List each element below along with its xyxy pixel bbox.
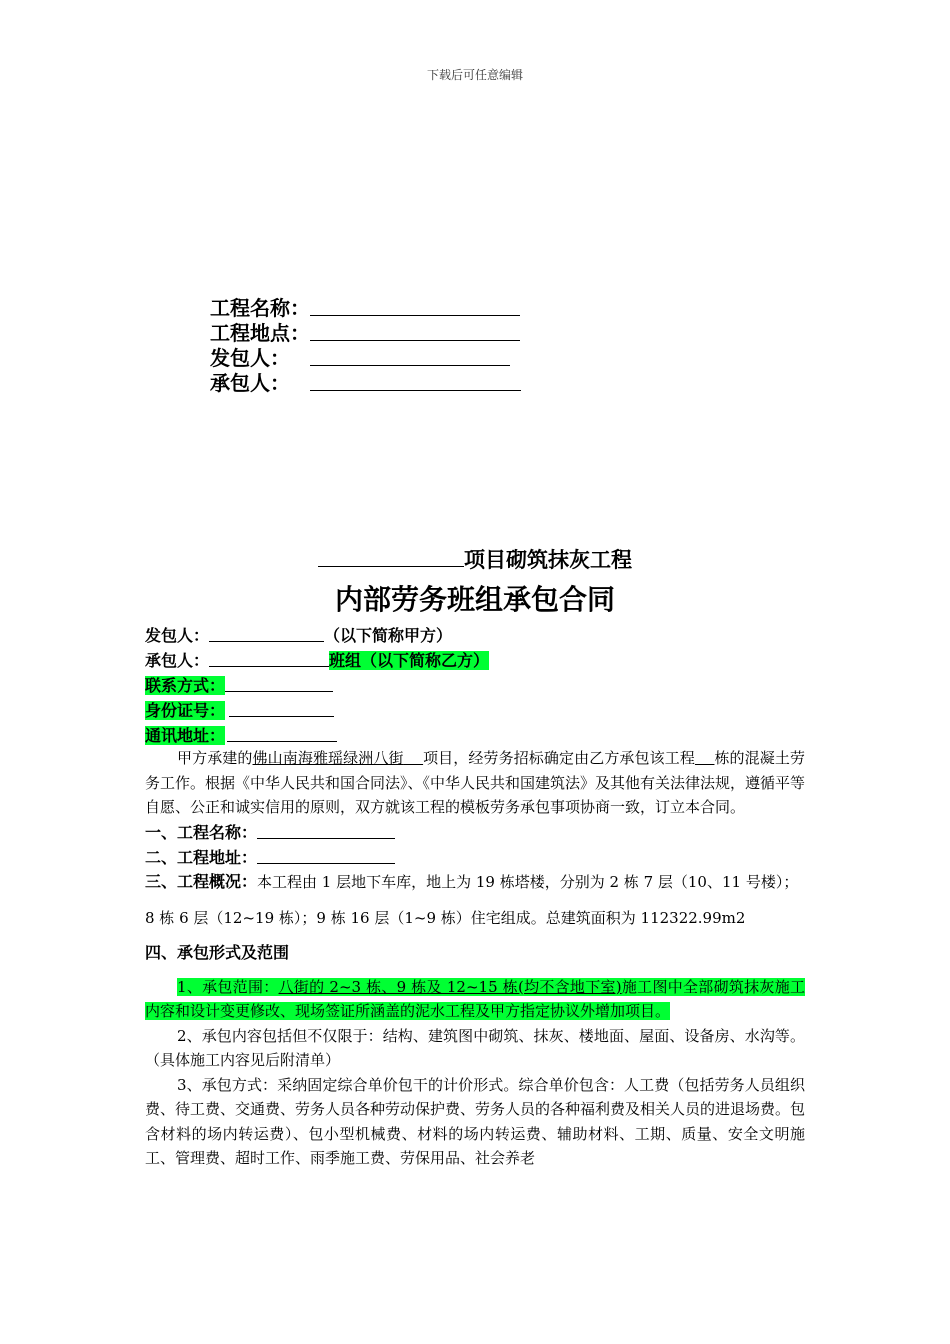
intro-part2: 项目，经劳务招标确定由乙方承包该工程 [423,749,695,767]
section-1-blank [257,820,395,839]
employer-suffix: （以下简称甲方） [324,626,453,645]
contractor-blank [209,648,329,667]
section-3 [145,864,805,936]
cover-employer-label: 发包人： [210,346,290,370]
employer-row [145,623,489,648]
cover-contractor-blank [310,371,521,391]
cover-project-name-label: 工程名称： [210,296,310,320]
id-label: 身份证号： [145,701,226,720]
intro-part1: 甲方承建的 [177,749,253,767]
intro-building-blank [695,749,715,767]
intro-paragraph [145,746,805,820]
address-row [145,723,489,748]
clause-2: 2、承包内容包括但不仅限于：结构、建筑图中砌筑、抹灰、楼地面、屋面、设备房、水沟等。（具体施工内容见后附清单） [145,1026,805,1069]
intro-underline-gap [404,749,424,767]
cover-project-location-blank [310,321,520,341]
contractor-suffix: 班组（以下简称乙方） [329,651,490,670]
address-label: 通讯地址： [145,726,226,745]
contact-blank [225,673,333,692]
cover-fields [210,296,521,396]
address-blank [227,723,337,742]
clause-3: 3、承包方式：采纳固定综合单价包干的计价形式。综合单价包含：人工费（包括劳务人员组织费、待工费、交通费、劳务人员各种劳动保护费、劳务人员的各种福利费及相关人员的进退场费。包含材料的场内转运费）、包小型机械费、材料的场内转运费、辅助材料、工期、质量、安全文明施工、管理费、超时工作、雨季施工费、劳保用品、社会养老 [145,1075,806,1167]
contact-row [145,673,489,698]
cover-contractor-label: 承包人： [210,371,290,395]
employer-label: 发包人： [145,626,210,645]
cover-employer-blank [310,346,510,366]
contractor-label: 承包人： [145,651,210,670]
contract-body [145,746,805,1171]
id-row [145,698,489,723]
section-2-label: 二、工程地址： [145,847,258,867]
section-3-label: 三、工程概况： [145,871,258,891]
project-name-blank [318,544,464,567]
page-header: 下载后可任意编辑 [426,68,523,82]
cover-project-name-blank [310,296,520,316]
intro-part3: 栋的混凝土劳务工作。根据《中华人民共和国合同法》、《中华人民共和国建筑法》及其他有关法律法规，遵循平等自愿、公正和诚实信用的原则，双方就该工程的模板劳务承包事项协商一致，订立本合同。 [145,749,806,816]
clause-1-prefix: 1、承包范围： [177,977,279,996]
intro-project-name: 佛山南海雅瑶绿洲八街 [252,749,404,767]
section-4: 四、承包形式及范围 [145,942,290,962]
employer-blank [209,623,324,642]
clause-1 [145,975,805,1024]
section-1-label: 一、工程名称： [145,822,258,842]
section-2-blank [257,845,395,864]
cover-project-name-row [210,296,521,321]
contract-title-line1 [0,544,950,574]
cover-employer-row [210,346,521,371]
section-1 [145,820,805,845]
contact-label: 联系方式： [145,676,226,695]
parties-block [145,623,489,748]
clause-1-scope: 八街的 2~3 栋、9 栋及 12~15 栋(均不含地下室) [278,977,622,996]
contractor-row [145,648,489,673]
title-line1-text: 项目砌筑抹灰工程 [464,548,632,572]
contract-title-line2: 内部劳务班组承包合同 [334,583,615,616]
clause-1-rest: 施工图中全部砌筑抹灰施工内容和设计变更修改、现场签证所涵盖的泥水工程及甲方指定协议外增加项目。 [145,977,805,1020]
cover-contractor-row [210,371,521,396]
id-blank [229,698,334,717]
section-3-text: 本工程由 1 层地下车库，地上为 19 栋塔楼，分别为 2 栋 7 层（10、11 号楼）；8 栋 6 层（12~19 栋）；9 栋 16 层（1~9 栋）住宅组成。总建筑面积为 112322.99m2 [145,872,799,927]
cover-project-location-row [210,321,521,346]
cover-project-location-label: 工程地点： [210,321,310,345]
